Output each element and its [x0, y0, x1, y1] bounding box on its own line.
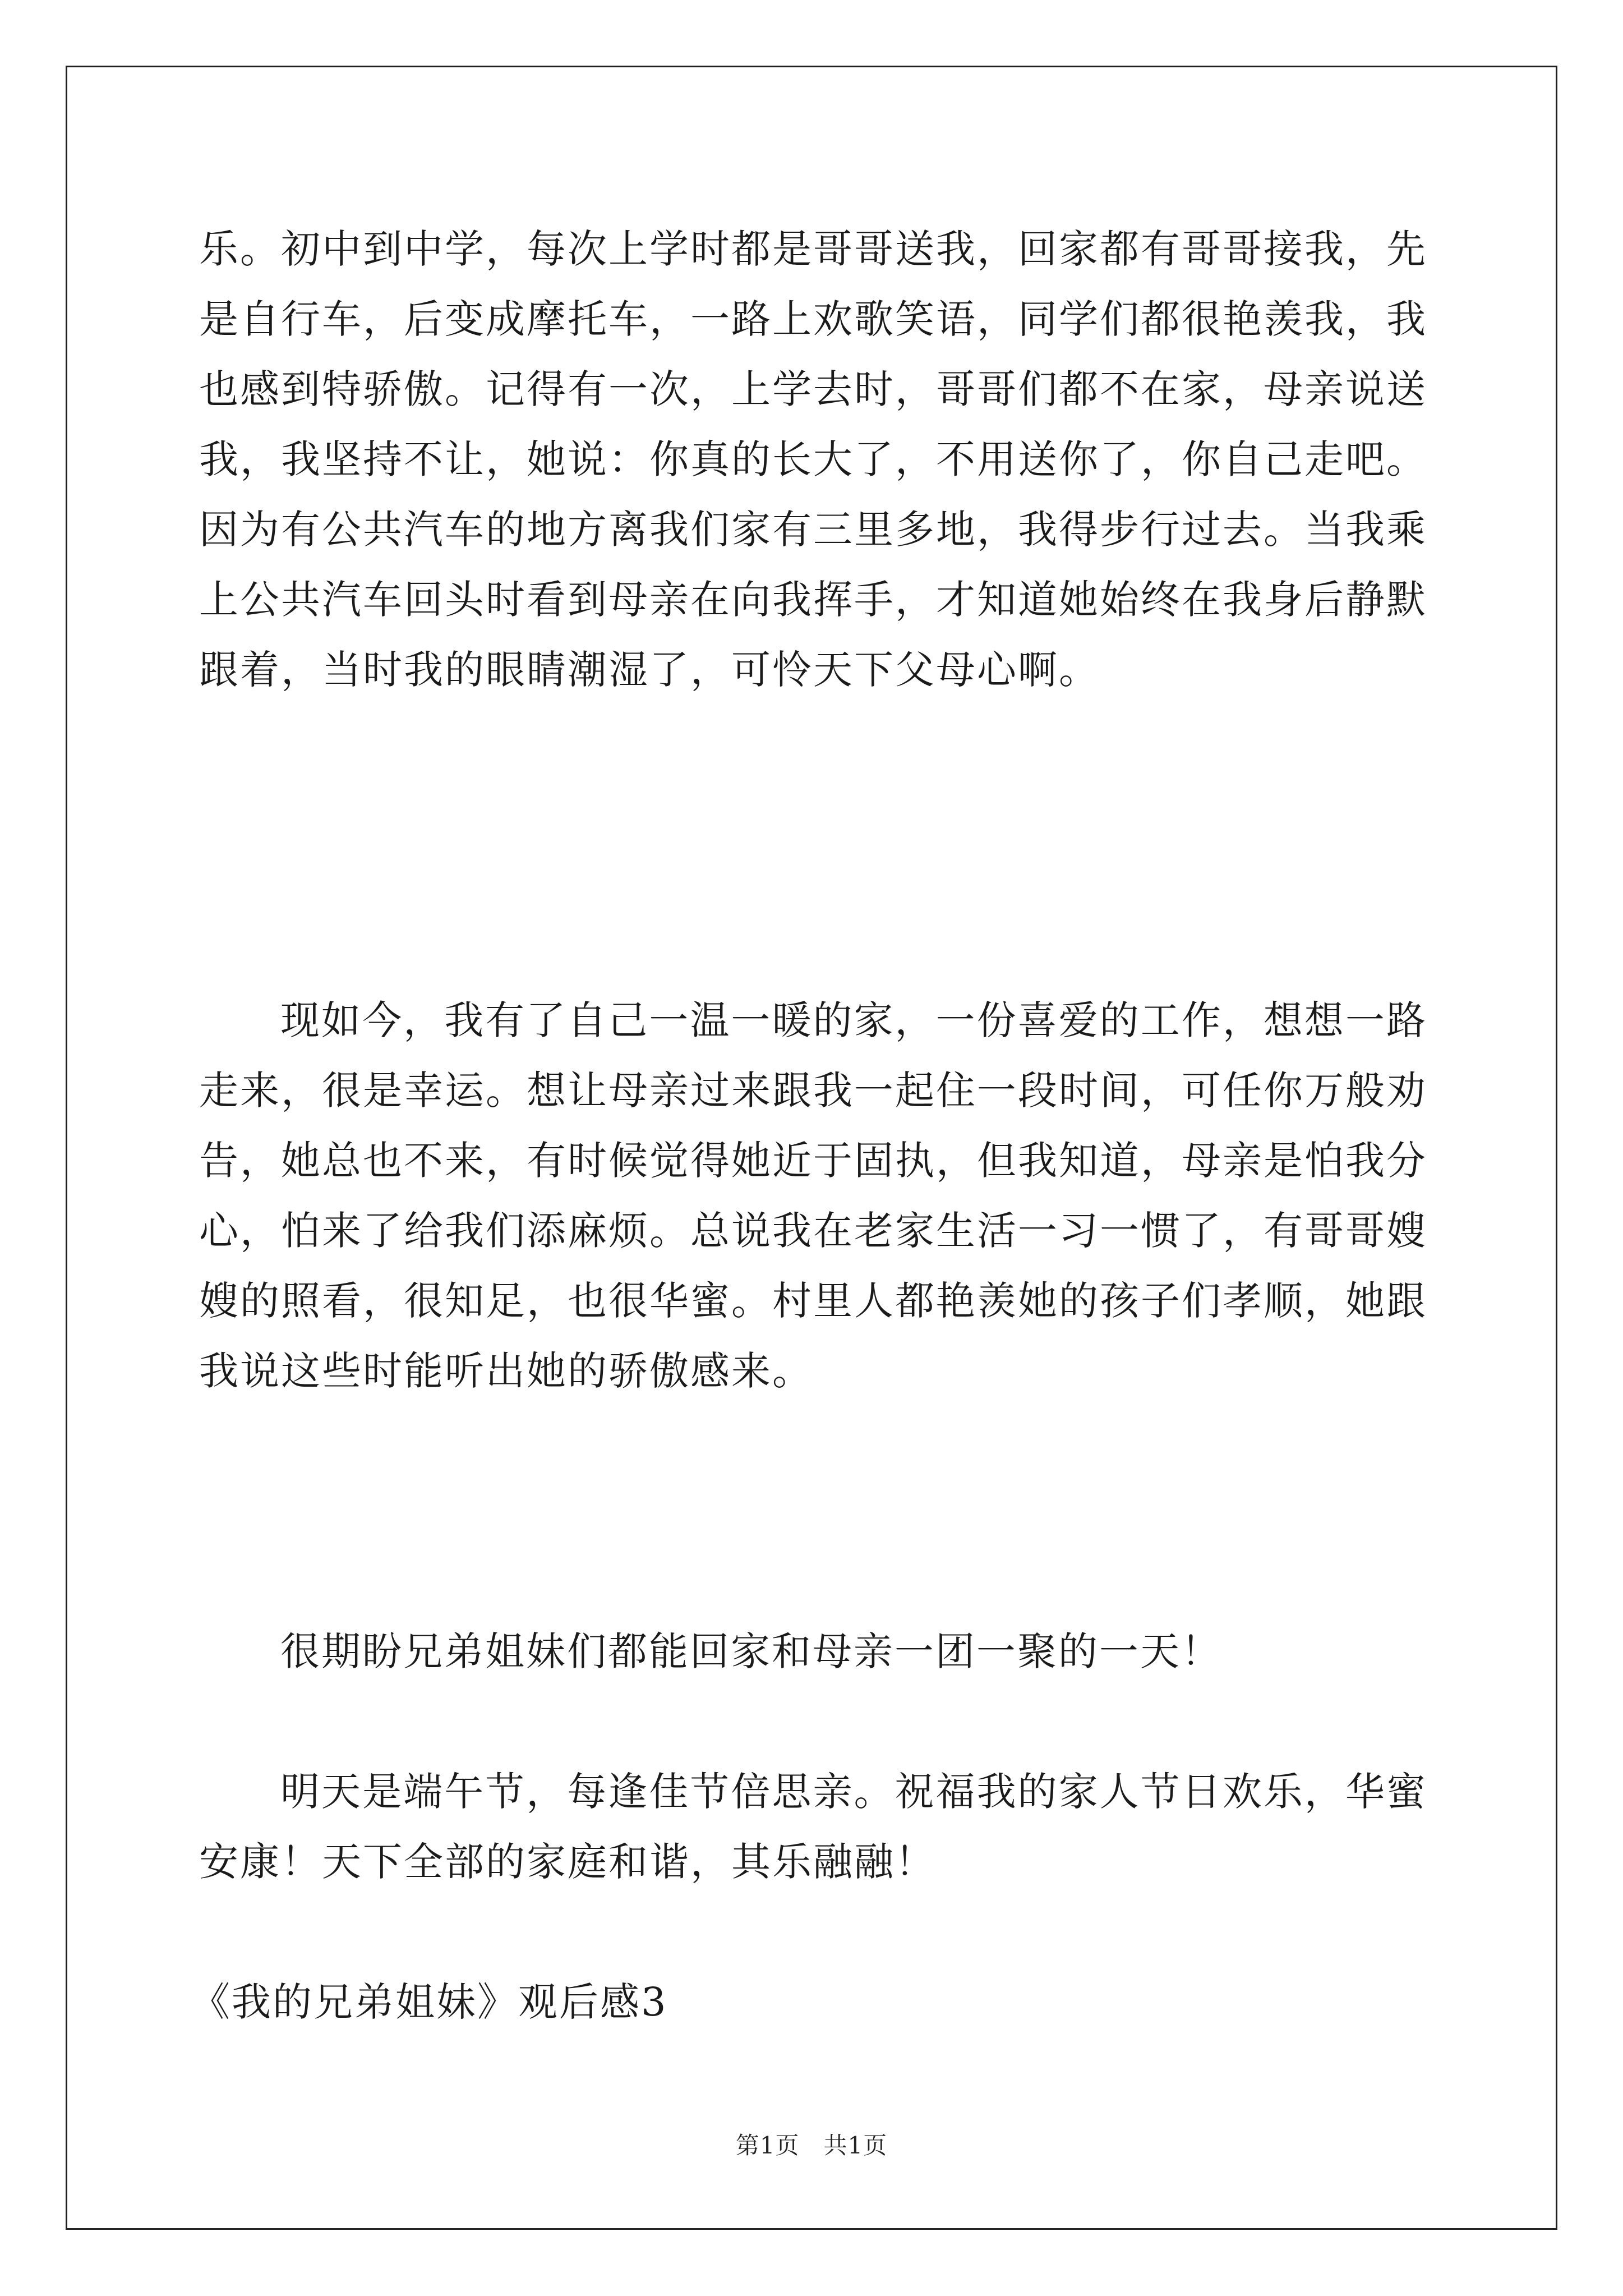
body-paragraph-2: 现如今，我有了自己一温一暖的家，一份喜爱的工作，想想一路走来，很是幸运。想让母亲过来跟我一起住一段时间，可任你万般劝告，她总也不来，有时候觉得她近于固执，但我知道，母亲是怕我分心，怕来了给我们添麻烦。总说我在老家生活一习一惯了，有哥哥嫂嫂的照看，很知足，也很华蜜。村里人都艳羡她的孩子们孝顺，她跟我说这些时能听出她的骄傲感来。: [199, 997, 1427, 1394]
body-paragraph-1: 乐。初中到中学，每次上学时都是哥哥送我，回家都有哥哥接我，先是自行车，后变成摩托车，一路上欢歌笑语，同学们都很艳羡我，我也感到特骄傲。记得有一次，上学去时，哥哥们都不在家，母亲说送我，我坚持不让，她说：你真的长大了，不用送你了，你自己走吧。因为有公共汽车的地方离我们家有三里多地，我得步行过去。当我乘上公共汽车回头时看到母亲在向我挥手，才知道她始终在我身后静默跟着，当时我的眼睛潮湿了，可怜天下父母心啊。: [199, 226, 1427, 693]
page-number-footer: 第1页 共1页: [735, 2132, 888, 2159]
section-title: 《我的兄弟姐妹》观后感3: [191, 1979, 668, 2025]
body-paragraph-4: 明天是端午节，每逢佳节倍思亲。祝福我的家人节日欢乐，华蜜安康！天下全部的家庭和谐，其乐融融！: [199, 1769, 1427, 1885]
body-paragraph-3: 很期盼兄弟姐妹们都能回家和母亲一团一聚的一天！: [280, 1628, 1222, 1674]
